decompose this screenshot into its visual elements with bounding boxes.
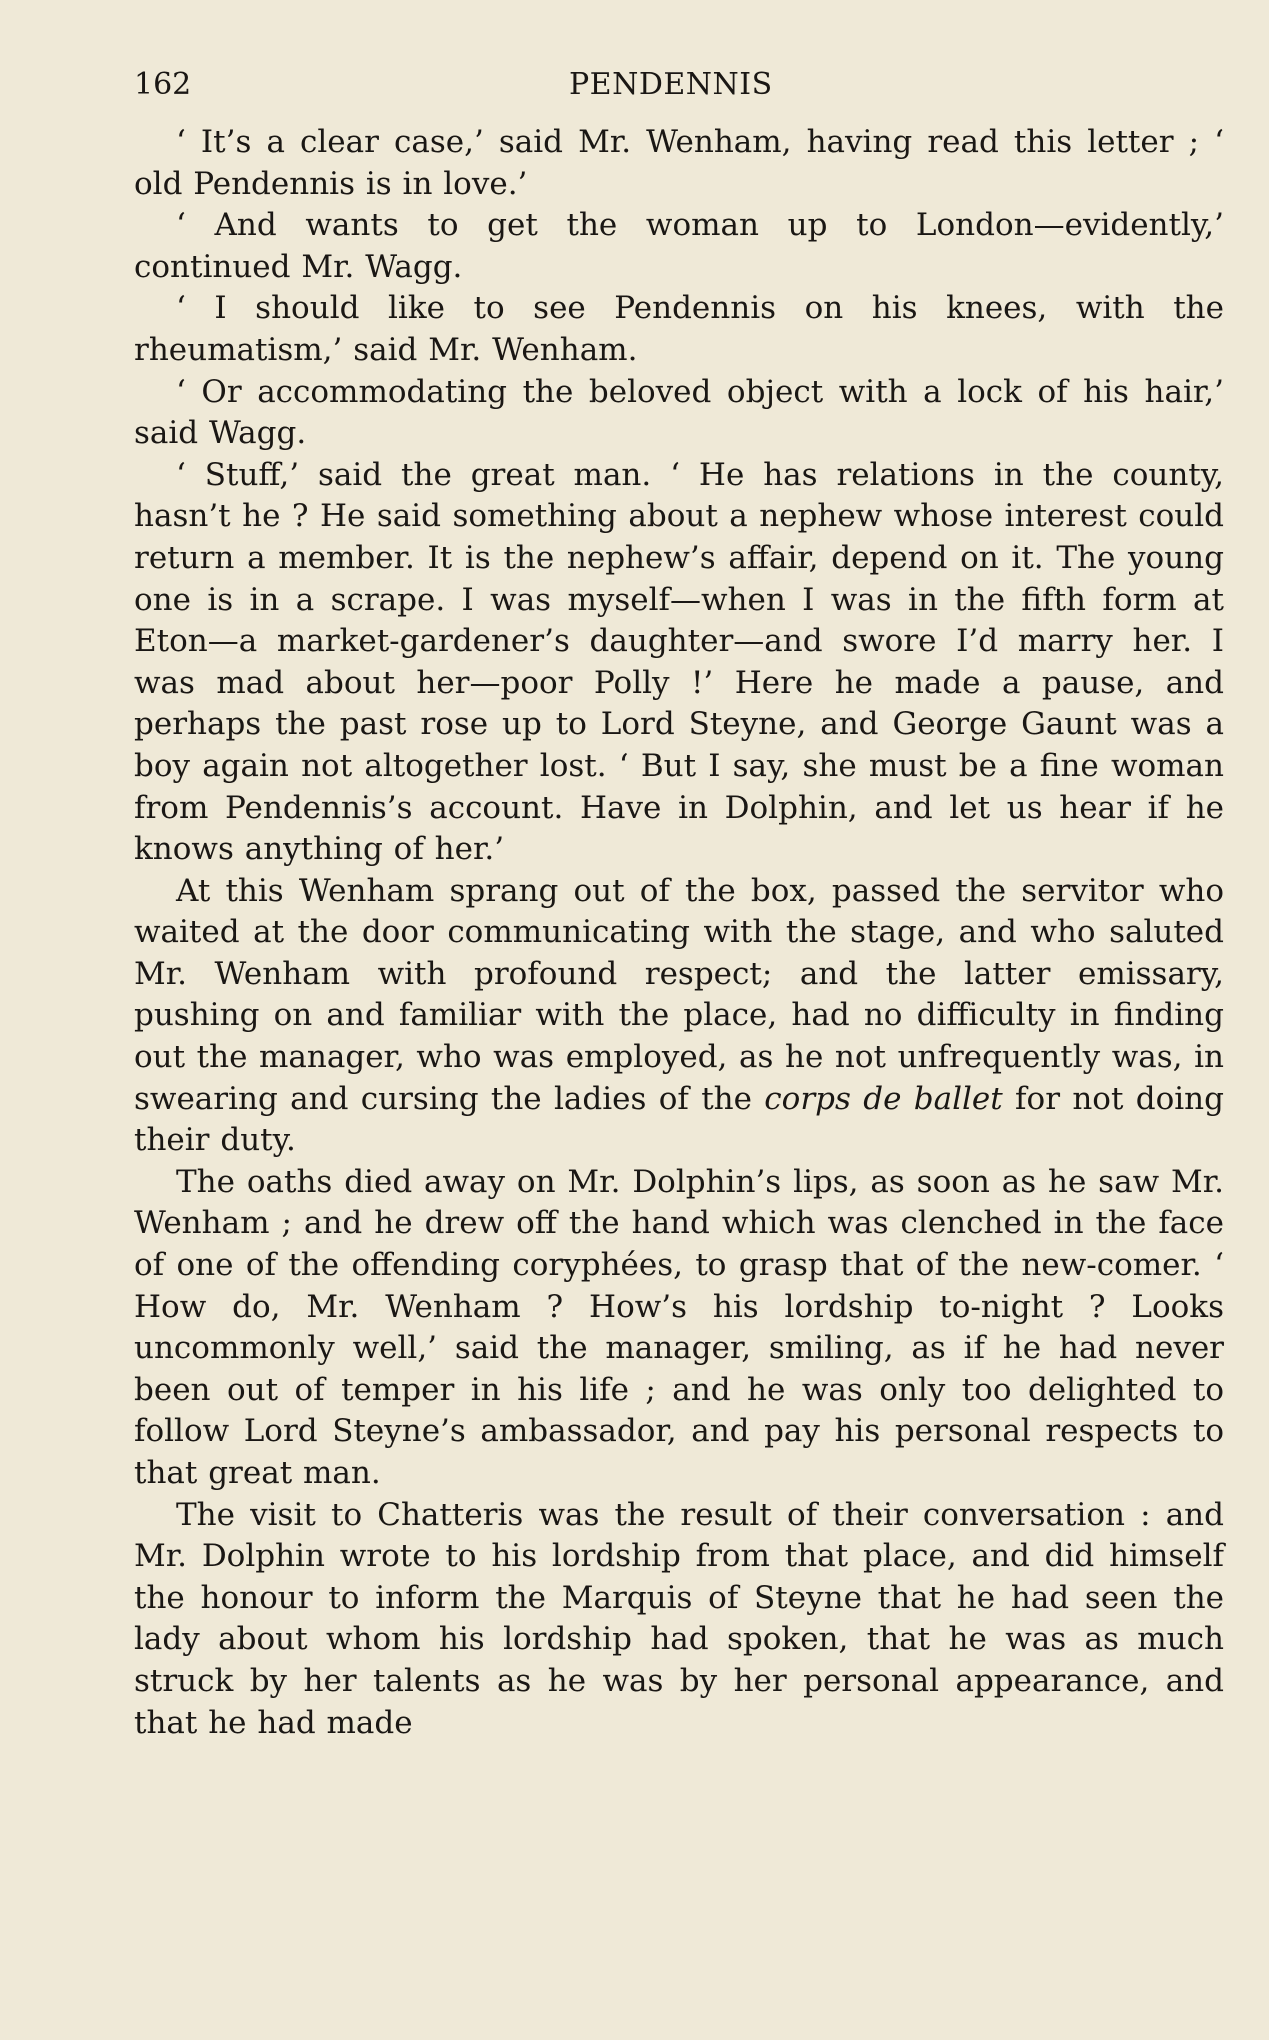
paragraph-3: ‘ I should like to see Pendennis on his knees, with the rheumatism,’ said Mr. Wenham. — [134, 290, 1224, 368]
paragraph-6-text-after: for not doing their duty. — [134, 1080, 1224, 1159]
running-head — [134, 52, 1223, 102]
paragraph-8: The visit to Chatteris was the result of their conversation : and Mr. Dolphin wrote to his lordship from that place, and did himself the honour to inform the Marquis of Steyne that he had seen the lady about whom his lordship had spoken, that he was as much struck by her talents as he was by her personal appearance, and that he had made — [134, 1496, 1224, 1741]
paragraph-6-text-before: At this Wenham sprang out of the box, passed the servitor who waited at the door communicating with the stage, and who saluted Mr. Wenham with profound respect; and the latter emissary, pushing on and familiar with the place, had no difficulty in finding out the manager, who was employed, as he not unfrequently was, in swearing and cursing the ladies of the — [134, 872, 1224, 1117]
paragraph-7: The oaths died away on Mr. Dolphin’s lips, as soon as he saw Mr. Wenham ; and he drew off the hand which was clenched in the face of one of the offending coryphées, to grasp that of the new-comer. ‘ How do, Mr. Wenham ? How’s his lordship to-night ? Looks uncommonly well,’ said the manager, smiling, as if he had never been out of temper in his life ; and he was only too delighted to follow Lord Steyne’s ambassador, and pay his personal respects to that great man. — [134, 1163, 1224, 1491]
paragraph-6-italic-phrase: corps de ballet — [764, 1080, 1003, 1117]
running-title: PENDENNIS — [569, 67, 773, 102]
paragraph-4: ‘ Or accommodating the beloved object with a lock of his hair,’ said Wagg. — [134, 373, 1224, 452]
paragraph-6 — [134, 871, 1224, 1162]
paragraph-5: ‘ Stuff,’ said the great man. ‘ He has relations in the county, hasn’t he ? He said something about a nephew whose interest could return a member. It is the nephew’s affair, depend on it. The young one is in a scrape. I was myself—when I was in the fifth form at Eton—a market-gardener’s daughter—and swore I’d marry her. I was mad about her—poor Polly !’ Here he made a pause, and perhaps the past rose up to Lord Steyne, and George Gaunt was a boy again not altogether lost. ‘ But I say, she must be a fine woman from Pendennis’s account. Have in Dolphin, and let us hear if he knows anything of her.’ — [134, 456, 1224, 868]
paragraph-2: ‘ And wants to get the woman up to London—evidently,’ continued Mr. Wagg. — [134, 207, 1224, 285]
paragraph-1: ‘ It’s a clear case,’ said Mr. Wenham, having read this letter ; ‘ old Pendennis is in love.’ — [134, 124, 1224, 202]
page-number: 162 — [134, 67, 192, 102]
body-text — [134, 122, 1224, 1744]
